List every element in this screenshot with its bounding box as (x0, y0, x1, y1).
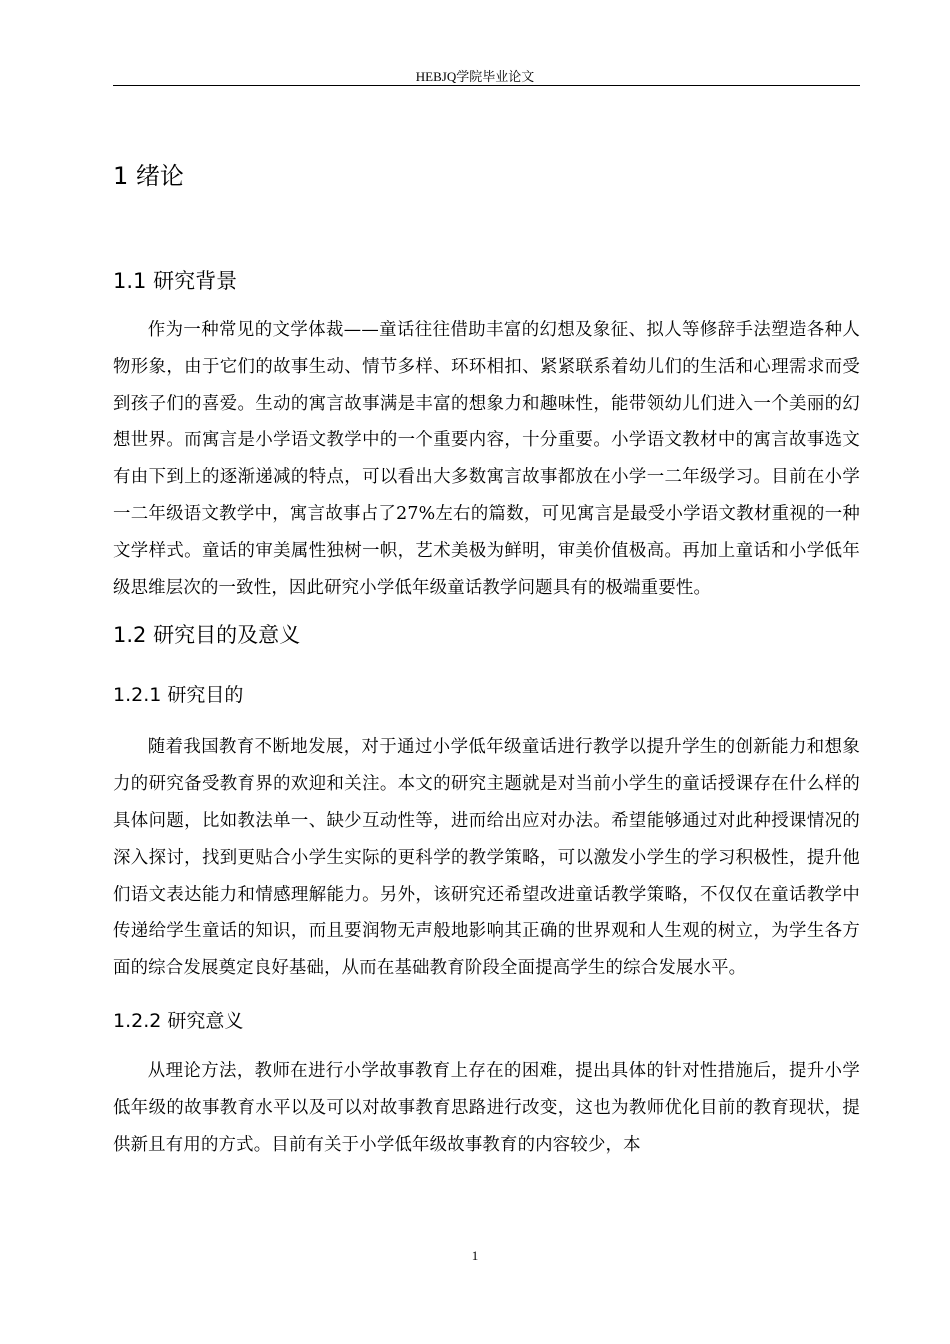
running-header: HEBJQ学院毕业论文 (415, 69, 535, 84)
subsection-heading-significance: 1.2.2 研究意义 (113, 1009, 244, 1032)
section-heading-purpose-significance: 1.2 研究目的及意义 (113, 623, 301, 648)
subsection-heading-purpose: 1.2.1 研究目的 (113, 684, 244, 707)
paragraph-significance: 从理论方法，教师在进行小学故事教育上存在的困难，提出具体的针对性措施后，提升小学低年级的故事教育水平以及可以对故事教育思路进行改变，这也为教师优化目前的教育现状，提供新且有用的方式。目前有关于小学低年级故事教育的内容较少，本 (113, 1060, 860, 1155)
page-number: 1 (471, 1248, 479, 1263)
section-heading-background: 1.1 研究背景 (113, 269, 238, 293)
paragraph-purpose: 随着我国教育不断地发展，对于通过小学低年级童话进行教学以提升学生的创新能力和想象力的研究备受教育界的欢迎和关注。本文的研究主题就是对当前小学生的童话授课存在什么样的具体问题，比如教法单一、缺少互动性等，进而给出应对办法。希望能够通过对此种授课情况的深入探讨，找到更贴合小学生实际的更科学的教学策略，可以激发小学生的学习积极性，提升他们语文表达能力和情感理解能力。另外，该研究还希望改进童话教学策略，不仅仅在童话教学中传递给学生童话的知识，而且要润物无声般地影响其正确的世界观和人生观的树立，为学生各方面的综合发展奠定良好基础，从而在基础教育阶段全面提高学生的综合发展水平。 (113, 737, 860, 979)
document-body (113, 150, 860, 1163)
header-rule (113, 85, 860, 86)
paragraph-background: 作为一种常见的文学体裁——童话往往借助丰富的幻想及象征、拟人等修辞手法塑造各种人物形象，由于它们的故事生动、情节多样、环环相扣、紧紧联系着幼儿们的生活和心理需求而受到孩子们的喜爱。生动的寓言故事满是丰富的想象力和趣味性，能带领幼儿们进入一个美丽的幻想世界。而寓言是小学语文教学中的一个重要内容，十分重要。小学语文教材中的寓言故事选文有由下到上的逐渐递减的特点，可以看出大多数寓言故事都放在小学一二年级学习。目前在小学一二年级语文教学中，寓言故事占了27%左右的篇数，可见寓言是最受小学语文教材重视的一种文学样式。童话的审美属性独树一帜，艺术美极为鲜明，审美价值极高。再加上童话和小学低年级思维层次的一致性，因此研究小学低年级童话教学问题具有的极端重要性。 (113, 320, 860, 598)
chapter-title: 1 绪论 (113, 162, 184, 190)
